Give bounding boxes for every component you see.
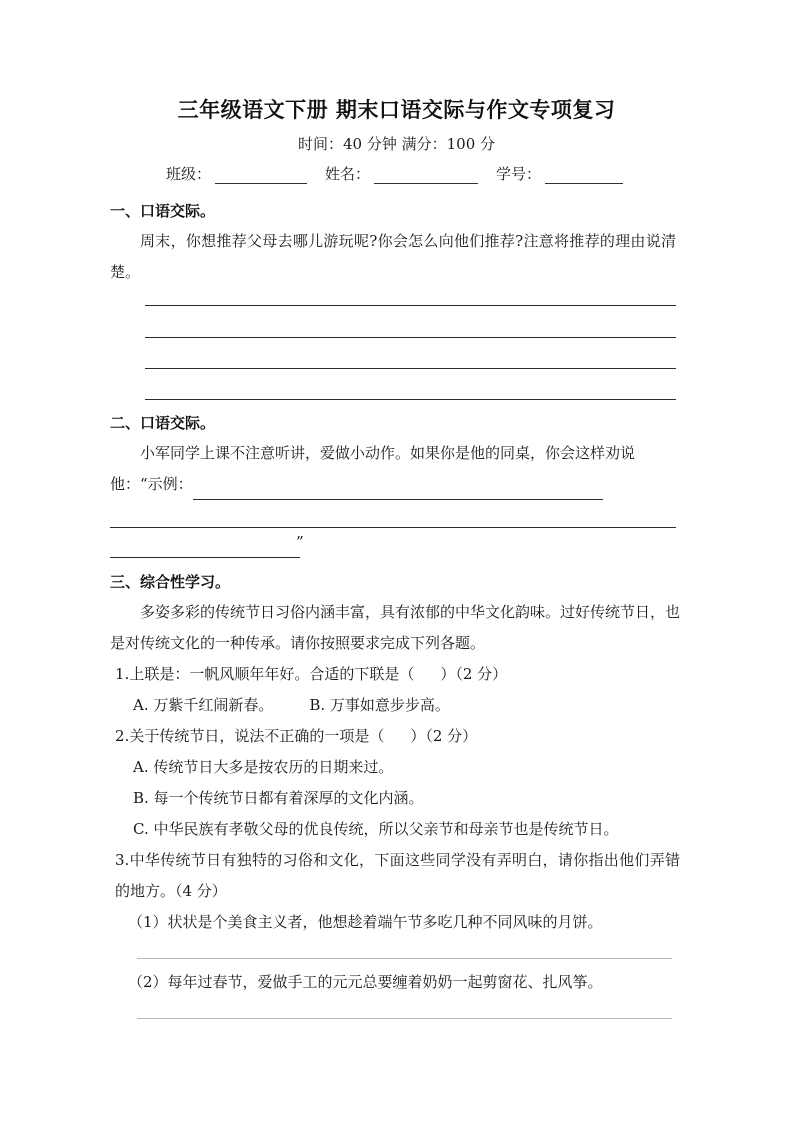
student-id-label: 学号：	[496, 165, 542, 183]
section-2-answer-blank-inline[interactable]	[193, 483, 603, 500]
question-1-option-a[interactable]: A. 万紫千红闹新春。	[133, 696, 274, 714]
section-1-answer-line-3[interactable]	[145, 368, 676, 369]
question-3-stem-text: 中华传统节日有独特的习俗和文化，下面这些同学没有弄明白，请你指出他们弄错的地方。（4 分）	[115, 851, 680, 900]
section-1-answer-line-2[interactable]	[145, 337, 676, 338]
class-label: 班级：	[165, 165, 211, 183]
class-field	[166, 163, 311, 184]
question-2-option-c[interactable]: C. 中华民族有孝敬父母的优良传统，所以父亲节和母亲节也是传统节日。	[133, 820, 619, 838]
section-2-close-quote: ”	[296, 533, 304, 551]
page-title: 三年级语文下册 期末口语交际与作文专项复习	[177, 97, 616, 122]
question-1-option-b[interactable]: B. 万事如意步步高。	[309, 696, 450, 714]
question-3-subitem-1-answer-line[interactable]	[137, 958, 672, 959]
question-1-stem-after: ）（2 分）	[440, 665, 508, 683]
question-2-number: 2.	[115, 727, 130, 745]
section-2-answer-line-2[interactable]	[110, 527, 676, 528]
class-input-blank[interactable]	[215, 168, 307, 184]
section-1-answer-line-4[interactable]	[145, 399, 676, 400]
student-id-input-blank[interactable]	[545, 168, 623, 184]
name-field	[325, 163, 482, 184]
section-1-prompt: 周末，你想推荐父母去哪儿游玩呢?你会怎么向他们推荐?注意将推荐的理由说清楚。	[110, 232, 676, 281]
question-1-stem	[115, 659, 507, 690]
student-info-row	[0, 163, 793, 184]
section-1-answer-line-1[interactable]	[145, 305, 676, 306]
question-3-stem	[115, 845, 680, 907]
question-2-option-b[interactable]: B. 每一个传统节日都有着深厚的文化内涵。	[133, 789, 424, 807]
section-heading-3: 三、综合性学习。	[110, 573, 231, 591]
section-2-example-label: 他：“示例：	[110, 475, 193, 493]
section-heading-2: 二、口语交际。	[110, 414, 216, 432]
name-input-blank[interactable]	[374, 168, 478, 184]
section-2-prompt-line-2	[110, 469, 690, 500]
student-id-field	[496, 163, 627, 184]
question-1-options	[133, 690, 450, 721]
question-3-subitem-2: （2）每年过春节，爱做手工的元元总要缠着奶奶一起剪窗花、扎风筝。	[128, 973, 603, 991]
question-3-subitem-2-answer-line[interactable]	[137, 1018, 672, 1019]
question-2-stem	[115, 721, 477, 752]
question-2-stem-before: 关于传统节日，说法不正确的一项是（	[129, 727, 385, 745]
question-3-subitem-1: （1）状状是个美食主义者，他想趁着端午节多吃几种不同风味的月饼。	[128, 913, 603, 931]
section-2-prompt-line-1: 小军同学上课不注意听讲，爱做小动作。如果你是他的同桌，你会这样劝说	[140, 444, 636, 462]
section-2-answer-line-3[interactable]	[110, 557, 300, 558]
question-2-stem-after: ）（2 分）	[410, 727, 478, 745]
exam-subtitle: 时间：40 分钟 满分：100 分	[297, 135, 496, 153]
section-heading-1: 一、口语交际。	[110, 202, 216, 220]
question-3-number: 3.	[115, 851, 130, 869]
question-1-stem-before: 上联是：一帆风顺年年好。合适的下联是（	[129, 665, 415, 683]
question-2-option-a[interactable]: A. 传统节日大多是按农历的日期来过。	[133, 758, 394, 776]
name-label: 姓名：	[324, 165, 370, 183]
question-1-number: 1.	[115, 665, 130, 683]
section-3-prompt: 多姿多彩的传统节日习俗内涵丰富，具有浓郁的中华文化韵味。过好传统节日，也是对传统文化的一种传承。请你按照要求完成下列各题。	[110, 603, 681, 652]
